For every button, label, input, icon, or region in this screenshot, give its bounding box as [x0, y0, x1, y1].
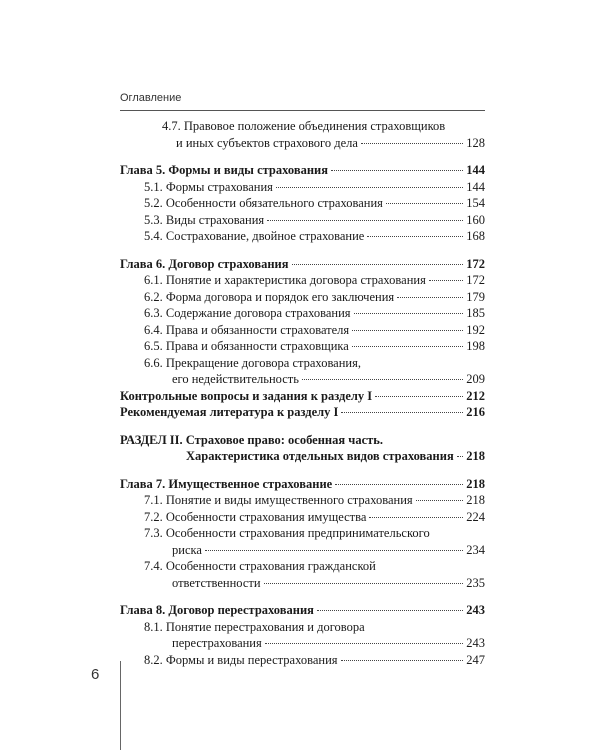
toc-page-number: 235 — [466, 575, 485, 590]
toc-entry-title: 6.2. Форма договора и порядок его заключения — [144, 289, 395, 304]
toc-chapter-5[interactable] — [120, 162, 485, 179]
toc-entry-5-4[interactable] — [120, 228, 485, 245]
toc-entry-7-1[interactable] — [120, 492, 485, 509]
leader-dots — [352, 330, 463, 331]
toc-entry-title-cont: ответственности — [172, 575, 261, 590]
toc-entry-title: 5.4. Сострахование, двойное страхование — [144, 229, 365, 243]
header-rule — [120, 110, 485, 111]
toc-entry-title: Глава 8. Договор перестрахования — [120, 603, 314, 617]
toc-entry-title: 6.3. Содержание договора страхования — [144, 306, 351, 320]
toc-entry-6-6[interactable] — [120, 355, 485, 388]
toc-recommended-literature[interactable] — [120, 404, 485, 421]
leader-dots — [335, 484, 463, 485]
toc-entry-6-1[interactable] — [120, 272, 485, 289]
toc-chapter-8[interactable] — [120, 602, 485, 619]
toc-entry-title-cont: перестрахования — [172, 636, 262, 650]
leader-dots — [292, 264, 464, 265]
toc-entry-title: Глава 7. Имущественное страхование — [120, 476, 333, 491]
leader-dots — [341, 412, 463, 413]
toc-entry-title: 6.5. Права и обязанности страховщика — [144, 339, 349, 353]
leader-dots — [429, 280, 463, 281]
leader-dots — [276, 187, 463, 188]
toc-page-number: 154 — [466, 196, 485, 210]
page-number: 6 — [91, 666, 100, 683]
toc-entry-title-cont: и иных субъектов страхового дела — [176, 135, 358, 150]
leader-dots — [317, 610, 463, 611]
leader-dots — [302, 379, 463, 380]
toc-part-2[interactable] — [120, 432, 485, 465]
toc-page-number: 234 — [466, 542, 485, 557]
toc-page-number: 209 — [466, 372, 485, 386]
toc-chapter-6[interactable] — [120, 256, 485, 273]
toc-entry-title: 7.1. Понятие и виды имущественного страхования — [144, 493, 413, 507]
toc-page-number: 218 — [466, 476, 485, 491]
leader-dots — [341, 660, 464, 661]
toc-entry-7-3[interactable] — [120, 525, 485, 558]
toc-entry-title: Контрольные вопросы и задания к разделу I — [120, 388, 373, 403]
leader-dots — [369, 517, 463, 518]
toc-page-number: 179 — [466, 289, 485, 304]
toc-page-number: 192 — [466, 322, 485, 337]
leader-dots — [352, 346, 463, 347]
toc-entry-title: 8.1. Понятие перестрахования и договора — [144, 619, 365, 634]
leader-dots — [457, 456, 464, 457]
toc-entry-8-2[interactable] — [120, 652, 485, 669]
toc-entry-6-5[interactable] — [120, 338, 485, 355]
leader-dots — [354, 313, 464, 314]
leader-dots — [361, 143, 463, 144]
toc-page-number: 168 — [466, 229, 485, 243]
toc-entry-5-1[interactable] — [120, 179, 485, 196]
toc-chapter-7[interactable] — [120, 476, 485, 493]
toc-entry-title: РАЗДЕЛ II. Страховое право: особенная часть. — [120, 432, 383, 447]
toc-entry-6-3[interactable] — [120, 305, 485, 322]
toc-entry-title: 7.3. Особенности страхования предпринимательского — [144, 526, 430, 540]
toc-page-number: 185 — [466, 306, 485, 320]
toc-entry-4-7[interactable] — [120, 118, 485, 151]
toc-page-number: 212 — [466, 388, 485, 403]
leader-dots — [386, 203, 463, 204]
toc-page-number: 144 — [466, 179, 485, 194]
toc-entry-title: Глава 5. Формы и виды страхования — [120, 163, 328, 177]
toc-page-number: 243 — [466, 636, 485, 650]
toc-entry-7-2[interactable] — [120, 509, 485, 526]
toc-entry-title: Рекомендуемая литература к разделу I — [120, 405, 339, 419]
toc-entry-title: 6.6. Прекращение договора страхования, — [144, 355, 361, 370]
toc-review-questions[interactable] — [120, 388, 485, 405]
toc-page-number: 198 — [466, 339, 485, 353]
toc-entry-6-4[interactable] — [120, 322, 485, 339]
toc-page-number: 218 — [466, 449, 485, 463]
toc-entry-title: 7.4. Особенности страхования гражданской — [144, 559, 376, 573]
toc-page-number: 144 — [466, 163, 485, 177]
leader-dots — [367, 236, 463, 237]
toc-entry-title: 7.2. Особенности страхования имущества — [144, 509, 367, 524]
toc-entry-5-2[interactable] — [120, 195, 485, 212]
toc-entry-title-cont: его недействительность — [172, 372, 299, 386]
toc-entry-title: 4.7. Правовое положение объединения страховщиков — [162, 119, 446, 133]
toc-page-number: 243 — [466, 603, 485, 617]
running-header: Оглавление — [120, 92, 182, 104]
toc-entry-title: 8.2. Формы и виды перестрахования — [144, 652, 338, 667]
margin-rule — [120, 661, 121, 750]
toc-page-number: 128 — [466, 135, 485, 150]
leader-dots — [205, 550, 463, 551]
toc-entry-title: Глава 6. Договор страхования — [120, 256, 289, 271]
toc-entry-title: 6.4. Права и обязанности страхователя — [144, 322, 350, 337]
toc-entry-title-cont: риска — [172, 542, 202, 557]
toc-entry-6-2[interactable] — [120, 289, 485, 306]
toc-entry-title-cont: Характеристика отдельных видов страхования — [186, 449, 454, 463]
table-of-contents — [120, 118, 485, 668]
toc-page-number: 172 — [466, 273, 485, 287]
toc-page-number: 160 — [466, 212, 485, 227]
toc-entry-title: 5.2. Особенности обязательного страхования — [144, 196, 383, 210]
leader-dots — [331, 170, 463, 171]
leader-dots — [267, 220, 463, 221]
leader-dots — [264, 583, 464, 584]
toc-page-number: 218 — [466, 493, 485, 507]
toc-page-number: 247 — [466, 652, 485, 667]
toc-page-number: 216 — [466, 405, 485, 419]
leader-dots — [265, 643, 464, 644]
toc-entry-5-3[interactable] — [120, 212, 485, 229]
toc-entry-title: 6.1. Понятие и характеристика договора страхования — [144, 273, 426, 287]
toc-page-number: 224 — [466, 509, 485, 524]
leader-dots — [375, 396, 463, 397]
toc-page-number: 172 — [466, 256, 485, 271]
toc-entry-8-1[interactable] — [120, 619, 485, 652]
leader-dots — [416, 500, 464, 501]
toc-entry-7-4[interactable] — [120, 558, 485, 591]
leader-dots — [397, 297, 463, 298]
toc-entry-title: 5.1. Формы страхования — [144, 179, 273, 194]
toc-entry-title: 5.3. Виды страхования — [144, 212, 265, 227]
